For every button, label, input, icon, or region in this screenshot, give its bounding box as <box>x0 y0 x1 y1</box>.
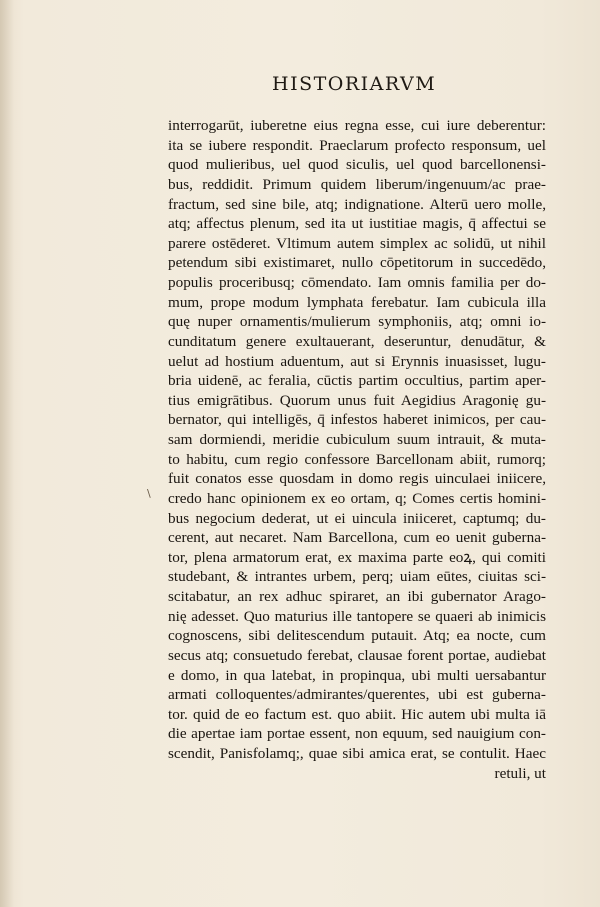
text-line: scitabatur, an rex adhuc spiraret, an ibi gubernator Arago- <box>168 588 546 605</box>
text-line: sam dormiendi, meridie cubiculum suum intrauit, & muta- <box>168 431 546 448</box>
margin-mark: \ <box>147 487 151 500</box>
text-line: cognoscens, sibi delitescendum putauit. Atq; ea nocte, cum <box>168 627 546 645</box>
text-line: quę nuper ornamentis/mulierum symphoniis, atq; omni io- <box>168 313 546 331</box>
running-header: HISTORIARVM <box>272 73 437 95</box>
text-line: fuit conatos esse quosdam in domo regis uinculaei iniicere, <box>168 470 546 488</box>
text-line: uelut ad hostium aduentum, aut si Erynnis inuasisset, lugu- <box>168 352 546 370</box>
body-text <box>168 116 546 783</box>
text-line: bria uidenē, ac feralia, cūctis partim occultius, partim aper- <box>168 372 546 390</box>
text-line: populis proceribusq; cōmendato. Iam omnis familia per do- <box>168 274 546 291</box>
gutter-shadow <box>0 0 14 907</box>
text-line: tius emigrātibus. Quorum unus fuit Aegidius Aragonię gu- <box>168 391 546 409</box>
text-line: atq; affectus plenum, sed ita ut iustitiae magis, q̄ affectui se <box>168 215 546 233</box>
text-line: e domo, in qua latebat, in propinqua, ubi multi uersabantur <box>168 666 546 684</box>
text-line: bus, reddidit. Primum quidem liberum/ingenuum/ac prae- <box>168 175 546 193</box>
text-line: credo hanc opinionem ex eo ortam, q; Comes certis homini- <box>168 489 546 507</box>
text-line: tor, plena armatorum erat, ex maxima parte eoꝝ, qui comiti <box>168 548 546 566</box>
text-line: nię adesset. Quo maturius ille tantopere se quaeri ab inimicis <box>168 607 546 625</box>
text-line: studebant, & intrantes urbem, perq; uiam eūtes, ciuitas sci- <box>168 568 546 586</box>
text-line: cunditatum genere exultauerant, deseruntur, denudātur, & <box>168 332 546 350</box>
text-line: bernator, qui intelligēs, q̄ infestos haberet inimicos, per cau- <box>168 411 546 429</box>
text-line: fractum, sed sine bile, atq; indignatione. Alterū uero molle, <box>168 195 546 213</box>
text-line: petendum sibi existimaret, nullo cōpetitorum in succedēdo, <box>168 254 546 272</box>
text-line: retuli, ut <box>494 764 546 782</box>
text-line: tor. quid de eo factum est. quo abiit. Hic autem ubi multa iā <box>168 705 546 723</box>
text-line: armati colloquentes/admirantes/querentes, ubi est guberna- <box>168 686 546 704</box>
text-line: die apertae iam portae essent, non equum, sed nauigium con- <box>168 725 546 743</box>
text-line: interrogarūt, iuberetne eius regna esse, cui iure deberentur: <box>168 117 546 134</box>
show-through-mark <box>468 82 512 102</box>
text-line: bus negocium dederat, ut ei uincula iniiceret, captumq; du- <box>168 509 546 527</box>
text-line: parere ostēderet. Vltimum autem simplex ac solidū, ut nihil <box>168 234 546 252</box>
text-line: cerent, aut necaret. Nam Barcellona, cum eo uenit guberna- <box>168 529 546 547</box>
text-line: ita se iubere respondit. Praeclarum profecto responsum, uel <box>168 136 546 154</box>
text-line: scendit, Panisfolamq;, quae sibi amica erat, se contulit. Haec <box>168 745 546 762</box>
text-line: secus atq; consuetudo ferebat, clausae forent portae, audiebat <box>168 646 546 664</box>
text-line: to habitu, cum regio confessore Barcellonam abiit, rumorq; <box>168 450 546 468</box>
text-line: mum, prope modum lymphata ferebatur. Iam cubicula illa <box>168 293 546 311</box>
text-line: quod mulieribus, uel quod siculis, uel quod barcellonensi- <box>168 156 546 174</box>
